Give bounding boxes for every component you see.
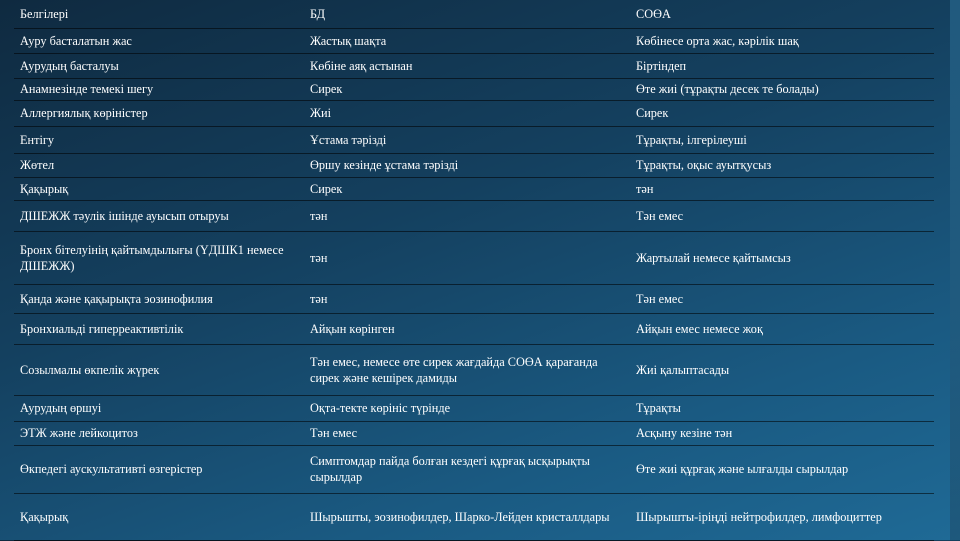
copd-cell: Жартылай немесе қайтымсыз — [630, 231, 934, 284]
feature-cell: Белгілері — [14, 0, 304, 28]
feature-cell: Бронхиальді гиперреактивтілік — [14, 313, 304, 344]
table-row — [14, 231, 934, 284]
copd-cell: тән — [630, 177, 934, 200]
copd-cell: Тән емес — [630, 200, 934, 231]
asthma-cell: БД — [304, 0, 630, 28]
table-row — [14, 78, 934, 100]
asthma-cell: Жастық шақта — [304, 28, 630, 53]
copd-cell: Өте жиі (тұрақты десек те болады) — [630, 78, 934, 100]
feature-cell: Ауру басталатын жас — [14, 28, 304, 53]
asthma-cell: тән — [304, 284, 630, 313]
copd-cell: Шырышты-іріңді нейтрофилдер, лимфоциттер — [630, 493, 934, 540]
feature-cell: Аллергиялық көріністер — [14, 100, 304, 126]
copd-cell: Тұрақты, ілгерілеуші — [630, 126, 934, 153]
asthma-cell: тән — [304, 231, 630, 284]
asthma-cell: Өршу кезінде ұстама тәрізді — [304, 153, 630, 177]
copd-cell: Айқын емес немесе жоқ — [630, 313, 934, 344]
feature-cell: ДШЕЖЖ тәулік ішінде ауысып отыруы — [14, 200, 304, 231]
table-row — [14, 344, 934, 395]
feature-cell: Қақырық — [14, 177, 304, 200]
copd-cell: Өте жиі құрғақ және ылғалды сырылдар — [630, 445, 934, 493]
asthma-cell: Оқта-текте көрініс түрінде — [304, 395, 630, 421]
asthma-cell: Жиі — [304, 100, 630, 126]
feature-cell: Қанда және қақырықта эозинофилия — [14, 284, 304, 313]
copd-cell: СОӨА — [630, 0, 934, 28]
feature-cell: Ентігу — [14, 126, 304, 153]
asthma-cell: Сирек — [304, 78, 630, 100]
table-row — [14, 395, 934, 421]
table-row — [14, 0, 934, 28]
copd-cell: Тұрақты — [630, 395, 934, 421]
table-row — [14, 445, 934, 493]
copd-cell: Жиі қалыптасады — [630, 344, 934, 395]
feature-cell: Анамнезінде темекі шегу — [14, 78, 304, 100]
asthma-cell: Көбіне аяқ астынан — [304, 53, 630, 78]
table-row — [14, 126, 934, 153]
feature-cell: ЭТЖ және лейкоцитоз — [14, 421, 304, 445]
table-row — [14, 493, 934, 540]
feature-cell: Жөтел — [14, 153, 304, 177]
asthma-cell: тән — [304, 200, 630, 231]
asthma-cell: Симптомдар пайда болған кездегі құрғақ ысқырықты сырылдар — [304, 445, 630, 493]
feature-cell: Қақырық — [14, 493, 304, 540]
accent-bar — [950, 0, 960, 540]
feature-cell: Өкпедегі аускультативті өзгерістер — [14, 445, 304, 493]
copd-cell: Біртіндеп — [630, 53, 934, 78]
asthma-cell: Шырышты, эозинофилдер, Шарко-Лейден кристаллдары — [304, 493, 630, 540]
table-row — [14, 100, 934, 126]
table-row — [14, 421, 934, 445]
asthma-cell: Тән емес, немесе өте сирек жағдайда СОӨА қарағанда сирек және кешірек дамиды — [304, 344, 630, 395]
table-row — [14, 313, 934, 344]
table-row — [14, 177, 934, 200]
feature-cell: Аурудың өршуі — [14, 395, 304, 421]
table-row — [14, 284, 934, 313]
table-row — [14, 153, 934, 177]
copd-cell: Көбінесе орта жас, кәрілік шақ — [630, 28, 934, 53]
copd-cell: Асқыну кезіне тән — [630, 421, 934, 445]
feature-cell: Созылмалы өкпелік жүрек — [14, 344, 304, 395]
feature-cell: Аурудың басталуы — [14, 53, 304, 78]
table-row — [14, 53, 934, 78]
copd-cell: Тән емес — [630, 284, 934, 313]
copd-cell: Тұрақты, оқыс ауытқусыз — [630, 153, 934, 177]
copd-cell: Сирек — [630, 100, 934, 126]
table-body — [14, 0, 934, 540]
asthma-cell: Ұстама тәрізді — [304, 126, 630, 153]
feature-cell: Бронх бітелуінің қайтымдылығы (ҮДШК1 немесе ДШЕЖЖ) — [14, 231, 304, 284]
table-row — [14, 200, 934, 231]
table-row — [14, 28, 934, 53]
comparison-table — [14, 0, 934, 541]
asthma-cell: Айқын көрінген — [304, 313, 630, 344]
asthma-cell: Сирек — [304, 177, 630, 200]
asthma-cell: Тән емес — [304, 421, 630, 445]
